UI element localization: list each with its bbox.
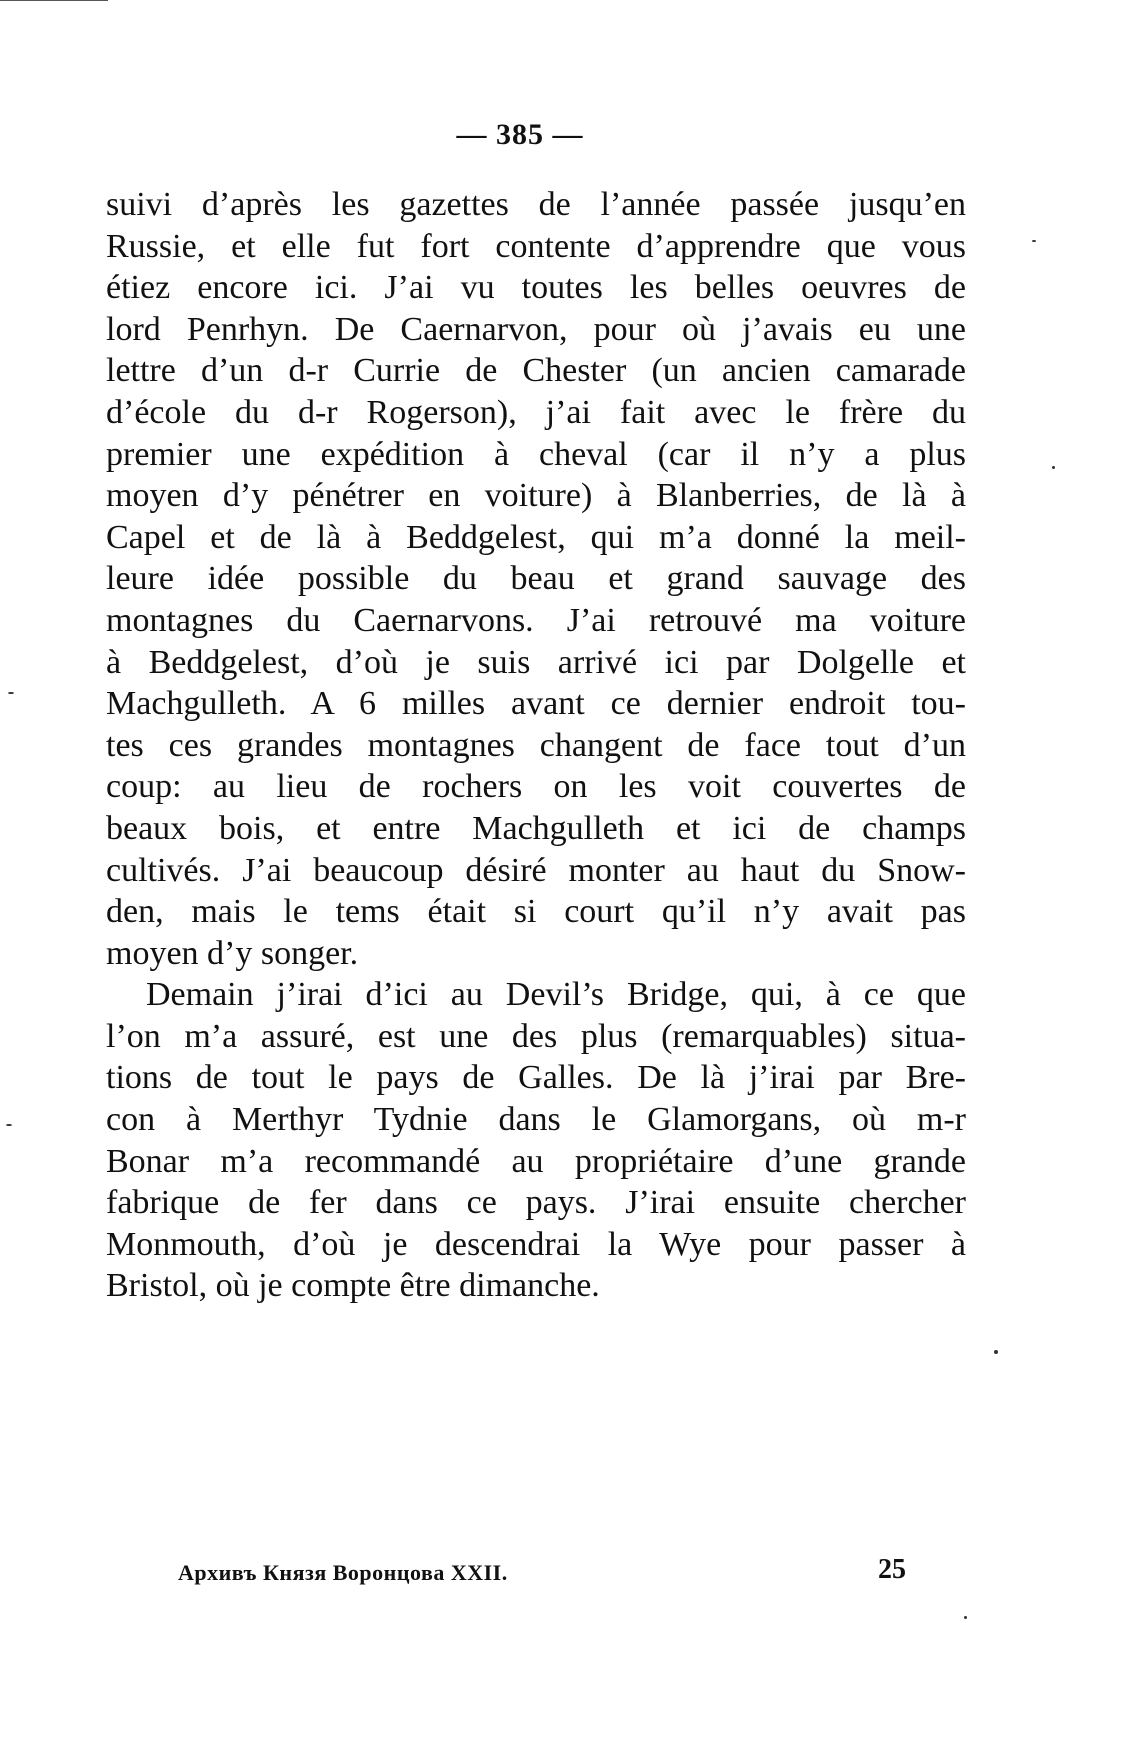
text-line: d’école du d-r Rogerson), j’ai fait avec le frère du [106, 393, 966, 431]
text-line: lettre d’un d-r Currie de Chester (un ancien camarade [106, 352, 966, 390]
text-line: Monmouth, d’où je descendrai la Wye pour passer à [106, 1225, 966, 1263]
text-line: beaux bois, et entre Machgulleth et ici de champs [106, 809, 966, 847]
text-line: den, mais le tems était si court qu’il n’y avait pas [106, 893, 966, 931]
text-line: Russie, et elle fut fort contente d’apprendre que vous [106, 227, 966, 265]
text-line: à Beddgelest, d’où je suis arrivé ici par Dolgelle et [106, 643, 966, 681]
paragraph-start-line: Demain j’irai d’ici au Devil’s Bridge, qui, à ce que [146, 976, 966, 1014]
text-line: leure idée possible du beau et grand sauvage des [106, 560, 966, 598]
page-number: — 385 — [456, 118, 584, 151]
text-line: l’on m’a assuré, est une des plus (remarquables) situa- [106, 1017, 966, 1055]
text-line: tions de tout le pays de Galles. De là j’irai par Bre- [106, 1059, 966, 1097]
scan-speck [1032, 240, 1036, 242]
scan-speck [8, 692, 14, 694]
scan-speck [6, 1124, 12, 1126]
scan-speck [964, 1616, 967, 1619]
paragraph-end-line: moyen d’y songer. [106, 934, 359, 972]
text-line: con à Merthyr Tydnie dans le Glamorgans, où m-r [106, 1101, 966, 1139]
text-line: cultivés. J’ai beaucoup désiré monter au haut du Snow- [106, 851, 966, 889]
scan-speck [994, 1350, 998, 1354]
text-line: suivi d’après les gazettes de l’année passée jusqu’en [106, 186, 966, 223]
text-line: moyen d’y pénétrer en voiture) à Blanberries, de là à [106, 477, 966, 515]
text-line: étiez encore ici. J’ai vu toutes les belles oeuvres de [106, 269, 966, 307]
paragraph-end-line: Bristol, où je compte être dimanche. [106, 1267, 600, 1305]
text-line: Capel et de là à Beddgelest, qui m’a donné la meil- [106, 518, 966, 556]
text-line: premier une expédition à cheval (car il n’y a plus [106, 435, 966, 473]
text-line: tes ces grandes montagnes changent de face tout d’un [106, 726, 966, 764]
scan-speck [1052, 466, 1055, 469]
text-line: Machgulleth. A 6 milles avant ce dernier endroit tou- [106, 685, 966, 723]
top-edge-rule [0, 0, 108, 1]
body-text [106, 184, 966, 1307]
signature-number: 25 [878, 1554, 906, 1585]
text-line: coup: au lieu de rochers on les voit couvertes de [106, 768, 966, 806]
text-line: montagnes du Caernarvons. J’ai retrouvé ma voiture [106, 601, 966, 639]
footer-archive-title: Архивъ Князя Воронцова XXII. [178, 1560, 508, 1585]
text-line: fabrique de fer dans ce pays. J’irai ensuite chercher [106, 1184, 966, 1222]
text-line: Bonar m’a recommandé au propriétaire d’une grande [106, 1142, 966, 1180]
text-line: lord Penrhyn. De Caernarvon, pour où j’avais eu une [106, 310, 966, 348]
